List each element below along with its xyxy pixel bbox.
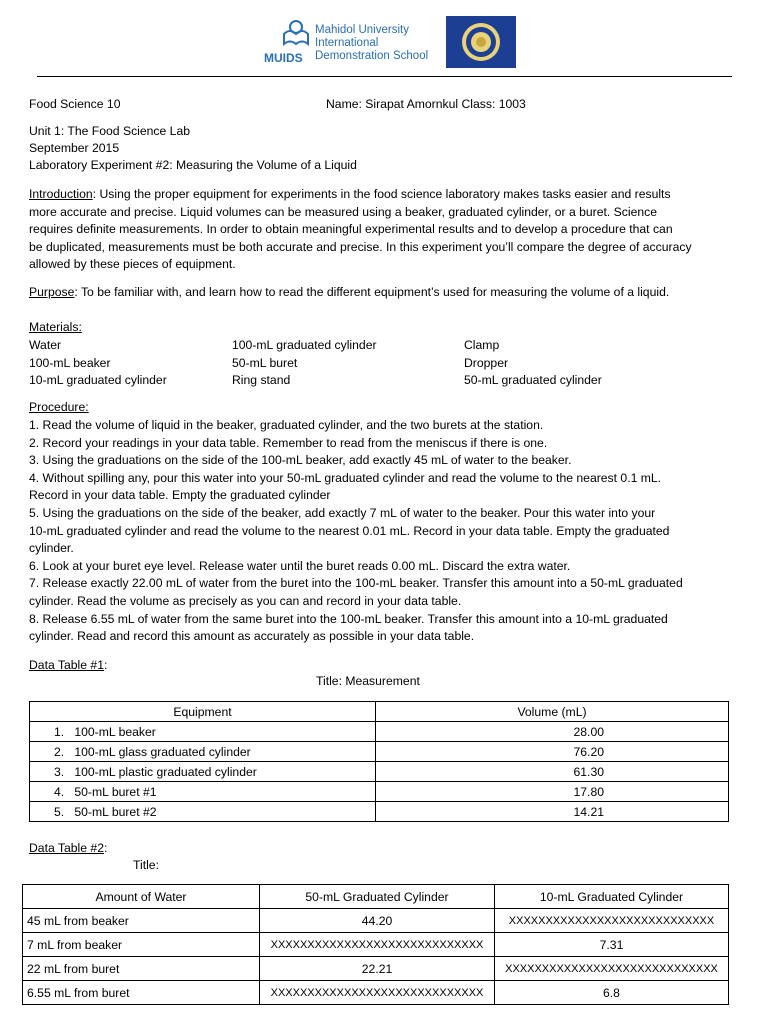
volume-cell: 17.80 [376, 782, 729, 802]
column-header: Amount of Water [23, 885, 260, 909]
table-row [30, 742, 729, 762]
procedure-line: Record in your data table. Empty the graduated cylinder [29, 488, 331, 503]
material-item: Water [29, 338, 62, 352]
table2-title: Title: [133, 858, 159, 872]
school-name [315, 24, 428, 63]
seal-emblem-icon [446, 16, 516, 68]
table1-label: Data Table #1 [29, 658, 104, 672]
muids-logo-icon [262, 18, 310, 70]
purpose [29, 285, 669, 299]
table-row [30, 782, 729, 802]
intro-line: allowed by these pieces of equipment. [29, 257, 236, 272]
material-item: 100-mL graduated cylinder [232, 338, 377, 352]
header-divider [37, 76, 732, 77]
procedure-line: 6. Look at your buret eye level. Release water until the buret reads 0.00 mL. Discard the extra water. [29, 558, 571, 573]
procedure-label-text: Procedure [29, 400, 86, 414]
volume-cell: 14.21 [376, 802, 729, 822]
table-row [23, 909, 729, 933]
amount-cell: 45 mL from beaker [23, 909, 260, 933]
procedure-label: Procedure: [29, 400, 89, 414]
column-header: Volume (mL) [376, 702, 729, 722]
equipment-name: 50-mL buret #2 [74, 804, 157, 819]
column-header: Equipment [30, 702, 376, 722]
material-item: 10-mL graduated cylinder [29, 373, 167, 388]
row-number: 4. [54, 784, 65, 799]
cylinder-10-cell: XXXXXXXXXXXXXXXXXXXXXXXXXXXXX [495, 957, 729, 981]
equipment-name: 100-mL glass graduated cylinder [74, 744, 251, 759]
table-row [23, 981, 729, 1005]
table-header-row [30, 702, 729, 722]
column-header: 10-mL Graduated Cylinder [495, 885, 729, 909]
intro-label: Introduction [29, 187, 93, 201]
procedure-line: 4. Without spilling any, pour this water into your 50-mL graduated cylinder and read the volume to the nearest 0.1 mL. [29, 470, 662, 485]
material-item: 100-mL beaker [29, 355, 111, 370]
unit-title: Unit 1: The Food Science Lab [29, 124, 191, 138]
material-item: Clamp [464, 338, 500, 352]
volume-cell: 61.30 [376, 762, 729, 782]
materials-col-1 [29, 337, 167, 390]
procedure-line: cylinder. [29, 541, 74, 556]
equipment-cell [30, 802, 376, 822]
materials-col-2 [232, 337, 377, 390]
procedure-line: 5. Using the graduations on the side of the beaker, add exactly 7 mL of water to the beaker. Pour this water into your [29, 505, 656, 520]
procedure-steps [29, 417, 683, 646]
cylinder-10-cell: XXXXXXXXXXXXXXXXXXXXXXXXXXXX [495, 909, 729, 933]
purpose-label: Purpose [29, 285, 75, 299]
cylinder-10-cell: 6.8 [495, 981, 729, 1005]
table-row [23, 933, 729, 957]
material-item: 50-mL buret [232, 355, 298, 370]
volume-cell: 28.00 [376, 722, 729, 742]
procedure-line: 8. Release 6.55 mL of water from the same buret into the 100-mL beaker. Transfer this amount into a 10-mL graduated [29, 611, 668, 626]
cylinder-50-cell: XXXXXXXXXXXXXXXXXXXXXXXXXXXXX [260, 981, 495, 1005]
intro-line: more accurate and precise. Liquid volumes can be measured using a beaker, graduated cylinder, or a buret. Science [29, 204, 658, 219]
equipment-cell [30, 762, 376, 782]
materials-col-3 [464, 337, 602, 390]
equipment-name: 50-mL buret #1 [74, 784, 157, 799]
material-item: Dropper [464, 355, 509, 370]
purpose-text: : To be familiar with, and learn how to read the different equipment’s used for measuring the volume of a liquid. [74, 285, 670, 299]
equipment-cell [30, 722, 376, 742]
material-item: 50-mL graduated cylinder [464, 373, 602, 388]
data-table-1 [29, 701, 729, 822]
materials-label-text: Materials [29, 320, 79, 334]
school-name-line: International [315, 37, 379, 49]
procedure-line: 10-mL graduated cylinder and read the volume to the nearest 0.01 mL. Record in your data table. Empty the graduated [29, 523, 670, 538]
introduction [29, 186, 692, 274]
amount-cell: 22 mL from buret [23, 957, 260, 981]
procedure-line: 1. Read the volume of liquid in the beaker, graduated cylinder, and the two burets at the station. [29, 418, 544, 432]
row-number: 1. [54, 724, 65, 739]
date: September 2015 [29, 141, 120, 155]
material-item: Ring stand [232, 373, 291, 388]
column-header: 50-mL Graduated Cylinder [260, 885, 495, 909]
intro-line: : Using the proper equipment for experiments in the food science laboratory makes tasks easier and results [92, 187, 671, 201]
procedure-line: cylinder. Read and record this amount as accurately as possible in your data table. [29, 629, 475, 644]
student-name-class: Name: Sirapat Amornkul Class: 1003 [326, 97, 526, 111]
row-number: 3. [54, 764, 65, 779]
table2-label: Data Table #2 [29, 841, 104, 855]
equipment-name: 100-mL beaker [74, 724, 156, 739]
equipment-cell [30, 782, 376, 802]
university-seal [446, 16, 516, 68]
school-name-line: Mahidol University [315, 24, 409, 36]
data-table-2 [22, 884, 729, 1005]
amount-cell: 7 mL from beaker [23, 933, 260, 957]
amount-cell: 6.55 mL from buret [23, 981, 260, 1005]
cylinder-50-cell: 22.21 [260, 957, 495, 981]
table-row [30, 762, 729, 782]
equipment-cell [30, 742, 376, 762]
course-title: Food Science 10 [29, 97, 121, 111]
cylinder-10-cell: 7.31 [495, 933, 729, 957]
logo-short-text: MUIDS [264, 51, 303, 65]
intro-line: requires definite measurements. In order to obtain meaningful experimental results and to develop a procedure that can [29, 222, 673, 237]
table-header-row [23, 885, 729, 909]
volume-cell: 76.20 [376, 742, 729, 762]
equipment-name: 100-mL plastic graduated cylinder [74, 764, 257, 779]
cylinder-50-cell: 44.20 [260, 909, 495, 933]
procedure-line: cylinder. Read the volume as precisely as you can and record in your data table. [29, 593, 462, 608]
procedure-line: 3. Using the graduations on the side of the 100-mL beaker, add exactly 45 mL of water to the beaker. [29, 453, 572, 468]
table-row [30, 722, 729, 742]
table1-heading [29, 658, 107, 672]
intro-line: be duplicated, measurements must be both accurate and precise. In this experiment you’ll compare the degree of accuracy [29, 239, 692, 254]
table1-title: Title: Measurement [316, 674, 420, 688]
table-row [30, 802, 729, 822]
cylinder-50-cell: XXXXXXXXXXXXXXXXXXXXXXXXXXXXX [260, 933, 495, 957]
table2-colon: : [104, 841, 108, 855]
table-row [23, 957, 729, 981]
table2-heading [29, 841, 107, 855]
row-number: 2. [54, 744, 65, 759]
procedure-line: 2. Record your readings in your data table. Remember to read from the meniscus if there is one. [29, 435, 548, 450]
materials-label: Materials: [29, 320, 82, 334]
experiment-title: Laboratory Experiment #2: Measuring the Volume of a Liquid [29, 158, 357, 172]
table1-colon: : [104, 658, 108, 672]
row-number: 5. [54, 804, 65, 819]
procedure-line: 7. Release exactly 22.00 mL of water from the buret into the 100-mL beaker. Transfer this amount into a 50-mL graduated [29, 576, 683, 591]
school-name-line: Demonstration School [315, 50, 429, 62]
